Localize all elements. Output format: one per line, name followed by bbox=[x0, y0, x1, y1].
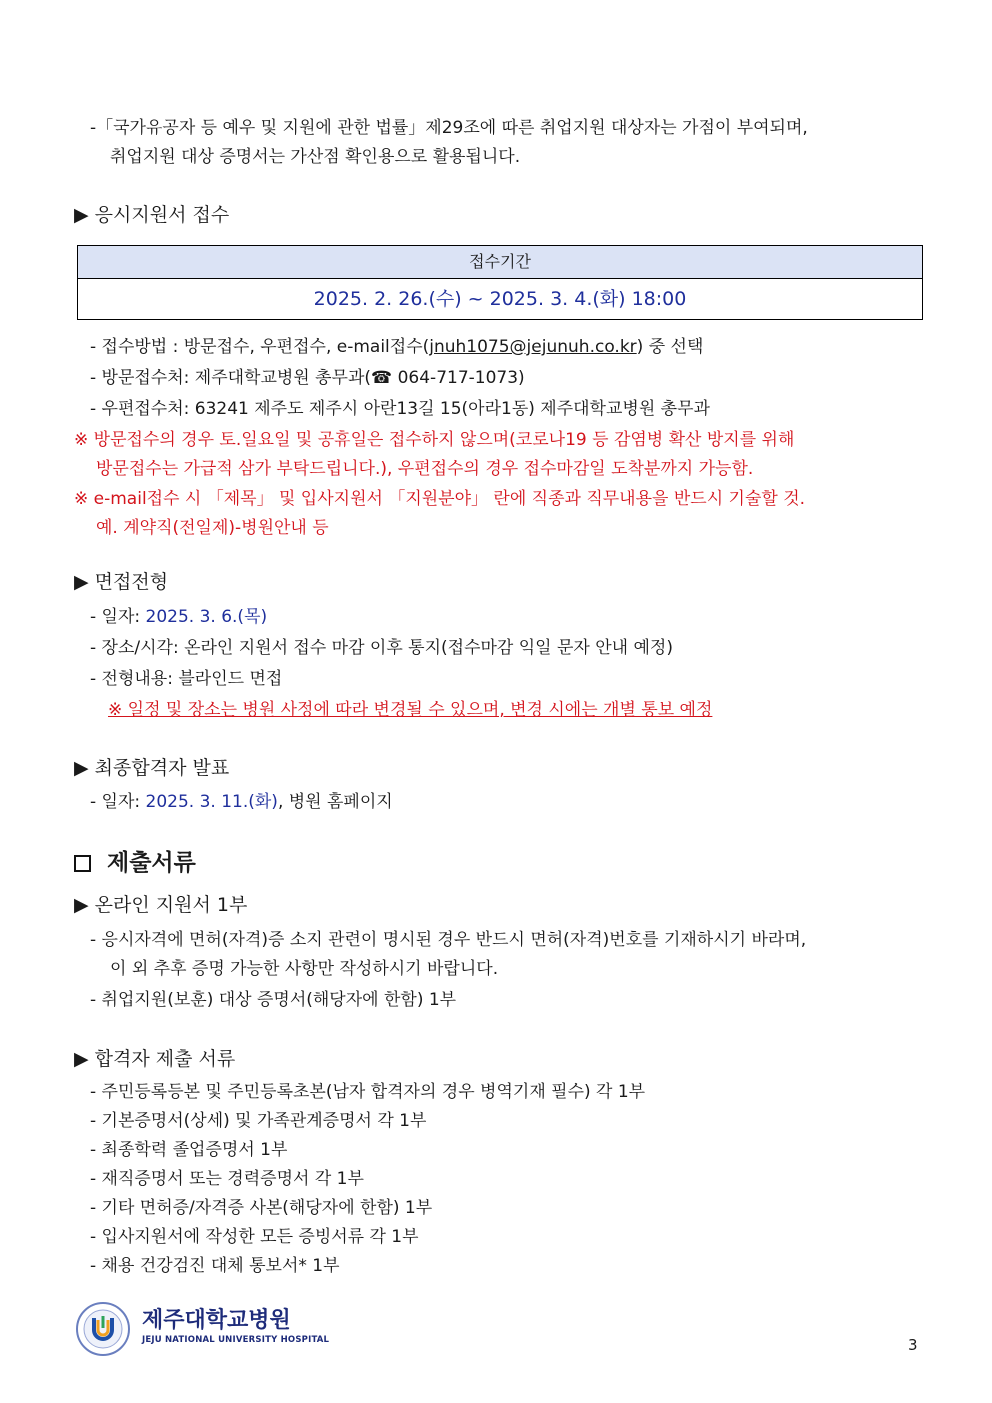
interview-content: - 전형내용: 블라인드 면접 bbox=[90, 669, 283, 689]
hospital-logo-icon bbox=[72, 1300, 134, 1363]
final-date-suffix: , 병원 홈페이지 bbox=[277, 792, 393, 812]
note-email-line-1: ※ e-mail접수 시 「제목」 및 입사지원서 「지원분야」 란에 직종과 직무내용을 반드시 기술할 것. bbox=[74, 489, 806, 509]
online-line-3: - 취업지원(보훈) 대상 증명서(해당자에 한함) 1부 bbox=[90, 990, 457, 1010]
final-date-label: - 일자: bbox=[90, 792, 146, 812]
pass-heading: ▶ 합격자 제출 서류 bbox=[74, 1048, 236, 1070]
intro-line-1: -「국가유공자 등 예우 및 지원에 관한 법률」제29조에 따른 취업지원 대상자는 가점이 부여되며, bbox=[90, 118, 808, 138]
checkbox-square-icon bbox=[74, 855, 91, 872]
documents-title bbox=[74, 848, 196, 878]
pass-item: - 주민등록등본 및 주민등록초본(남자 합격자의 경우 병역기재 필수) 각 1부 bbox=[90, 1082, 646, 1102]
interview-date bbox=[90, 605, 267, 629]
pass-item: - 채용 건강검진 대체 통보서* 1부 bbox=[90, 1256, 340, 1276]
pass-item: - 재직증명서 또는 경력증명서 각 1부 bbox=[90, 1169, 364, 1189]
pass-item: - 최종학력 졸업증명서 1부 bbox=[90, 1140, 288, 1160]
application-heading: ▶ 응시지원서 접수 bbox=[74, 204, 230, 226]
method-prefix: - 접수방법 : 방문접수, 우편접수, e-mail접수( bbox=[90, 337, 430, 357]
interview-heading: ▶ 면접전형 bbox=[74, 571, 169, 593]
intro-line-2: 취업지원 대상 증명서는 가산점 확인용으로 활용됩니다. bbox=[110, 147, 521, 167]
final-date-value: 2025. 3. 11.(화) bbox=[145, 792, 278, 812]
interview-place: - 장소/시각: 온라인 지원서 접수 마감 이후 통지(접수마감 익일 문자 안내 예정) bbox=[90, 638, 673, 658]
hospital-name-en: JEJU NATIONAL UNIVERSITY HOSPITAL bbox=[142, 1335, 330, 1345]
online-line-2: 이 외 추후 증명 가능한 사항만 작성하시기 바랍니다. bbox=[110, 959, 499, 979]
hospital-name: 제주대학교병원 bbox=[142, 1308, 291, 1333]
online-line-1: - 응시자격에 면허(자격)증 소지 관련이 명시된 경우 반드시 면허(자격)번호를 기재하시기 바라며, bbox=[90, 930, 807, 950]
post-office: - 우편접수처: 63241 제주도 제주시 아란13길 15(아라1동) 제주대학교병원 총무과 bbox=[90, 399, 710, 419]
visit-office: - 방문접수처: 제주대학교병원 총무과(☎ 064-717-1073) bbox=[90, 368, 525, 388]
final-date bbox=[90, 790, 393, 814]
page-number: 3 bbox=[908, 1336, 918, 1354]
application-period-table bbox=[77, 245, 923, 320]
documents-title-text: 제출서류 bbox=[107, 850, 196, 876]
interview-note: ※ 일정 및 장소는 병원 사정에 따라 변경될 수 있으며, 변경 시에는 개별 통보 예정 bbox=[108, 700, 713, 720]
online-heading: ▶ 온라인 지원서 1부 bbox=[74, 894, 248, 916]
note-visit-line-1: ※ 방문접수의 경우 토.일요일 및 공휴일은 접수하지 않으며(코로나19 등 감염병 확산 방지를 위해 bbox=[74, 430, 795, 450]
note-email-line-2: 예. 계약직(전일제)-병원안내 등 bbox=[96, 518, 329, 538]
note-visit-line-2: 방문접수는 가급적 삼가 부탁드립니다.), 우편접수의 경우 접수마감일 도착분까지 가능함. bbox=[96, 459, 754, 479]
final-heading: ▶ 최종합격자 발표 bbox=[74, 757, 230, 779]
pass-item: - 입사지원서에 작성한 모든 증빙서류 각 1부 bbox=[90, 1227, 419, 1247]
email-link[interactable]: jnuh1075@jejunuh.co.kr bbox=[429, 337, 637, 357]
application-method bbox=[90, 335, 703, 359]
table-header: 접수기간 bbox=[78, 246, 922, 279]
application-period: 2025. 2. 26.(수) ~ 2025. 3. 4.(화) 18:00 bbox=[313, 288, 687, 310]
interview-date-value: 2025. 3. 6.(목) bbox=[145, 607, 268, 627]
interview-date-label: - 일자: bbox=[90, 607, 146, 627]
pass-item: - 기타 면허증/자격증 사본(해당자에 한함) 1부 bbox=[90, 1198, 433, 1218]
method-suffix: ) 중 선택 bbox=[636, 337, 704, 357]
pass-item: - 기본증명서(상세) 및 가족관계증명서 각 1부 bbox=[90, 1111, 427, 1131]
